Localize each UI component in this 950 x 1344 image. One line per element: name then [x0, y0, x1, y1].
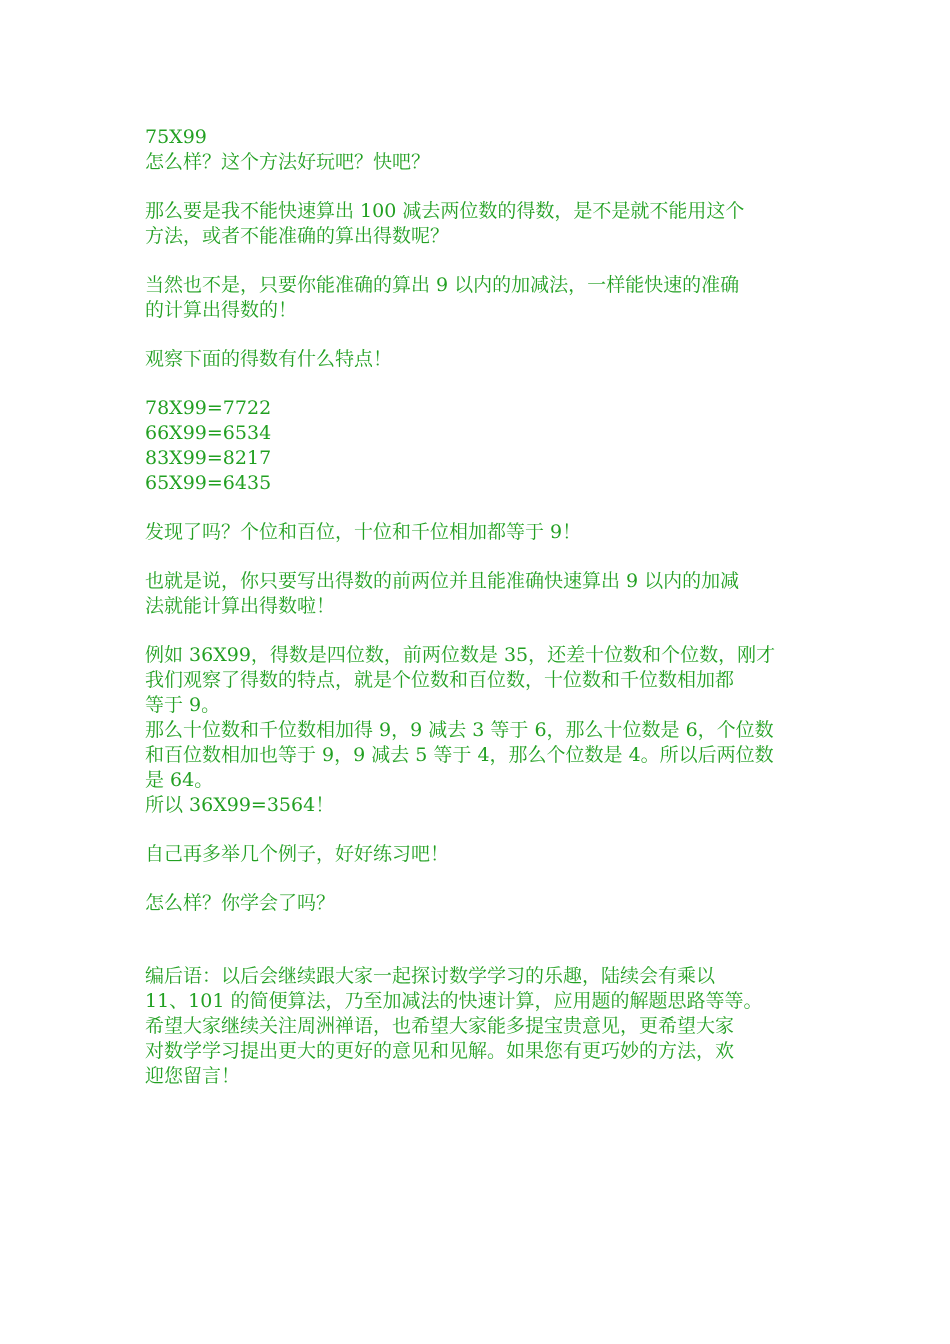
text-line: 方法，或者不能准确的算出得数呢？ [145, 225, 450, 247]
text-line: 所以 36X99=3564！ [145, 794, 335, 816]
paragraph-gap [145, 323, 815, 347]
text-line: 的计算出得数的！ [145, 299, 298, 321]
text-line: 迎您留言！ [145, 1065, 241, 1087]
text-line: 怎么样？这个方法好玩吧？快吧？ [145, 151, 431, 173]
paragraph [145, 569, 815, 619]
text-line: 自己再多举几个例子，好好练习吧！ [145, 843, 450, 865]
text-line: 发现了吗？个位和百位，十位和千位相加都等于 9！ [145, 521, 582, 543]
paragraph [145, 347, 815, 372]
text-line: 怎么样？你学会了吗？ [145, 892, 336, 914]
paragraph-gap [145, 545, 815, 569]
text-line: 法就能计算出得数啦！ [145, 595, 336, 617]
text-line: 也就是说，你只要写出得数的前两位并且能准确快速算出 9 以内的加减 [145, 570, 740, 592]
text-line: 例如 36X99，得数是四位数，前两位数是 35，还差十位数和个位数，刚才 [145, 644, 776, 666]
text-line: 那么要是我不能快速算出 100 减去两位数的得数，是不是就不能用这个 [145, 200, 745, 222]
document-body [145, 125, 815, 1089]
paragraph [145, 396, 815, 496]
text-line: 希望大家继续关注周洲禅语，也希望大家能多提宝贵意见，更希望大家 [145, 1015, 735, 1037]
text-line: 78X99=7722 [145, 397, 272, 419]
paragraph [145, 964, 815, 1089]
text-line: 对数学学习提出更大的更好的意见和见解。如果您有更巧妙的方法，欢 [145, 1040, 735, 1062]
paragraph-gap [145, 916, 815, 964]
paragraph [145, 520, 815, 545]
text-line: 等于 9。 [145, 694, 221, 716]
paragraph-gap [145, 175, 815, 199]
paragraph [145, 199, 815, 249]
text-line: 11、101 的简便算法，乃至加减法的快速计算，应用题的解题思路等等。 [145, 990, 763, 1012]
text-line: 我们观察了得数的特点，就是个位数和百位数，十位数和千位数相加都 [145, 669, 735, 691]
paragraph-gap [145, 818, 815, 842]
text-line: 65X99=6435 [145, 472, 272, 494]
paragraph-gap [145, 249, 815, 273]
paragraph-gap [145, 619, 815, 643]
text-line: 75X99 [145, 126, 207, 148]
text-line: 那么十位数和千位数相加得 9，9 减去 3 等于 6，那么十位数是 6，个位数 [145, 719, 774, 741]
paragraph [145, 273, 815, 323]
text-line: 当然也不是，只要你能准确的算出 9 以内的加减法，一样能快速的准确 [145, 274, 740, 296]
paragraph-gap [145, 496, 815, 520]
text-line: 66X99=6534 [145, 422, 272, 444]
paragraph [145, 125, 815, 175]
text-line: 编后语：以后会继续跟大家一起探讨数学学习的乐趣，陆续会有乘以 [145, 965, 716, 987]
paragraph [145, 643, 815, 818]
paragraph-gap [145, 867, 815, 891]
paragraph [145, 891, 815, 916]
text-line: 是 64。 [145, 769, 214, 791]
paragraph-gap [145, 372, 815, 396]
text-line: 观察下面的得数有什么特点！ [145, 348, 393, 370]
text-line: 83X99=8217 [145, 447, 272, 469]
text-line: 和百位数相加也等于 9，9 减去 5 等于 4，那么个位数是 4。所以后两位数 [145, 744, 774, 766]
paragraph [145, 842, 815, 867]
